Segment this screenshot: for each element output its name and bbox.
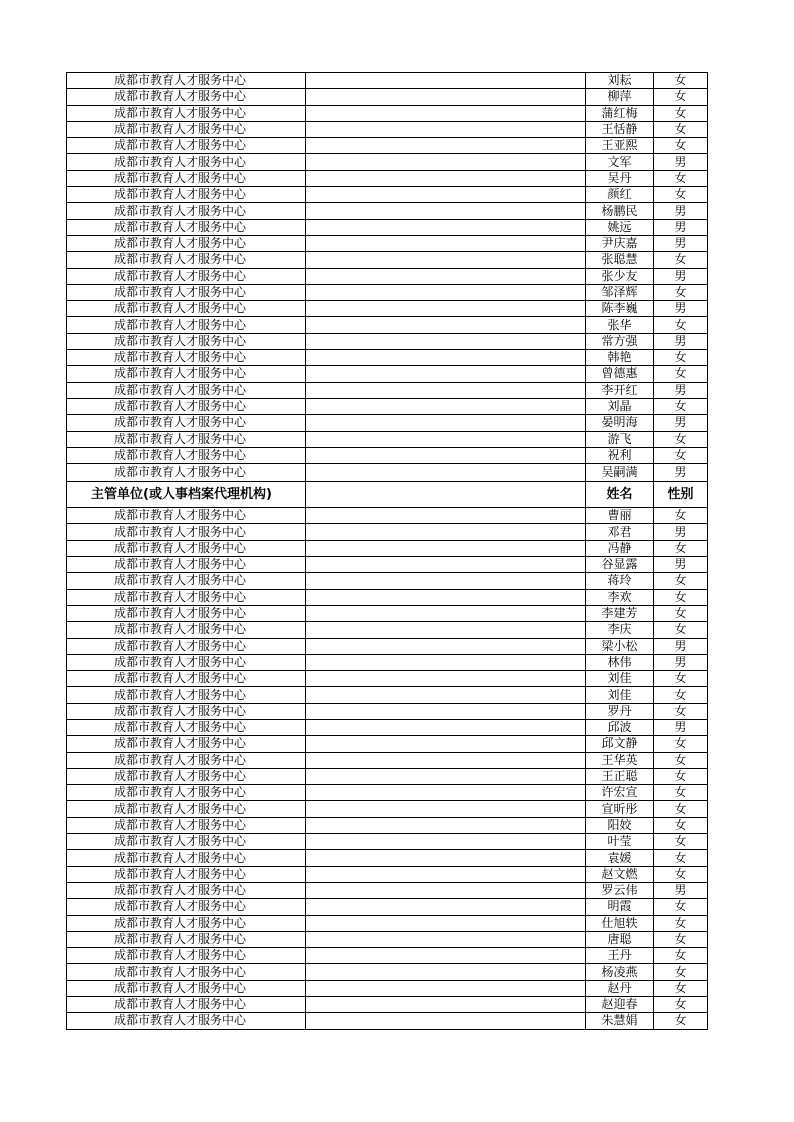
- unit-cell: 成都市教育人才服务中心: [67, 350, 306, 366]
- name-cell: 邓君: [586, 524, 654, 540]
- blank-cell: [306, 170, 586, 186]
- gender-cell: 女: [654, 317, 708, 333]
- blank-cell: [306, 382, 586, 398]
- name-cell: 刘晶: [586, 398, 654, 414]
- blank-cell: [306, 719, 586, 735]
- gender-cell: 女: [654, 398, 708, 414]
- blank-cell: [306, 980, 586, 996]
- name-cell: 李庆: [586, 622, 654, 638]
- gender-cell: 女: [654, 915, 708, 931]
- unit-cell: 成都市教育人才服务中心: [67, 980, 306, 996]
- table-row: [67, 524, 708, 540]
- name-cell: 邱文静: [586, 736, 654, 752]
- unit-cell: 成都市教育人才服务中心: [67, 398, 306, 414]
- blank-cell: [306, 350, 586, 366]
- gender-cell: 女: [654, 866, 708, 882]
- name-cell: 赵丹: [586, 980, 654, 996]
- name-cell: 宣昕彤: [586, 801, 654, 817]
- unit-cell: 成都市教育人才服务中心: [67, 333, 306, 349]
- name-cell: 文军: [586, 154, 654, 170]
- table-row: [67, 170, 708, 186]
- header-blank: [306, 482, 586, 508]
- unit-cell: 成都市教育人才服务中心: [67, 235, 306, 251]
- blank-cell: [306, 964, 586, 980]
- table-row: [67, 540, 708, 556]
- gender-cell: 男: [654, 464, 708, 482]
- blank-cell: [306, 850, 586, 866]
- blank-cell: [306, 948, 586, 964]
- gender-cell: 女: [654, 817, 708, 833]
- blank-cell: [306, 654, 586, 670]
- name-cell: 颜红: [586, 187, 654, 203]
- header-gender: 性别: [654, 482, 708, 508]
- name-cell: 吴丹: [586, 170, 654, 186]
- gender-cell: 女: [654, 187, 708, 203]
- gender-cell: 女: [654, 121, 708, 137]
- table-row: [67, 866, 708, 882]
- name-cell: 蒋玲: [586, 573, 654, 589]
- table-row: [67, 557, 708, 573]
- table-row: [67, 415, 708, 431]
- gender-cell: 女: [654, 752, 708, 768]
- name-cell: 柳萍: [586, 89, 654, 105]
- blank-cell: [306, 301, 586, 317]
- table-row: [67, 73, 708, 89]
- table-row: [67, 203, 708, 219]
- blank-cell: [306, 638, 586, 654]
- table-row: [67, 333, 708, 349]
- name-cell: 常方强: [586, 333, 654, 349]
- blank-cell: [306, 203, 586, 219]
- unit-cell: 成都市教育人才服务中心: [67, 605, 306, 621]
- table-row: [67, 235, 708, 251]
- gender-cell: 男: [654, 301, 708, 317]
- table-body-top: [67, 73, 708, 482]
- table-row: [67, 105, 708, 121]
- gender-cell: 女: [654, 447, 708, 463]
- name-cell: 赵迎春: [586, 997, 654, 1013]
- table-row: [67, 284, 708, 300]
- table-row: [67, 121, 708, 137]
- name-cell: 王亚熙: [586, 138, 654, 154]
- table-row: [67, 931, 708, 947]
- name-cell: 韩艳: [586, 350, 654, 366]
- gender-cell: 男: [654, 719, 708, 735]
- name-cell: 袁媛: [586, 850, 654, 866]
- unit-cell: 成都市教育人才服务中心: [67, 638, 306, 654]
- gender-cell: 女: [654, 931, 708, 947]
- blank-cell: [306, 882, 586, 898]
- unit-cell: 成都市教育人才服务中心: [67, 687, 306, 703]
- unit-cell: 成都市教育人才服务中心: [67, 252, 306, 268]
- unit-cell: 成都市教育人才服务中心: [67, 138, 306, 154]
- name-cell: 罗云伟: [586, 882, 654, 898]
- unit-cell: 成都市教育人才服务中心: [67, 170, 306, 186]
- gender-cell: 男: [654, 415, 708, 431]
- gender-cell: 女: [654, 350, 708, 366]
- blank-cell: [306, 105, 586, 121]
- table-row: [67, 622, 708, 638]
- unit-cell: 成都市教育人才服务中心: [67, 622, 306, 638]
- header-unit: 主管单位(或人事档案代理机构): [67, 482, 306, 508]
- name-cell: 明霞: [586, 899, 654, 915]
- blank-cell: [306, 589, 586, 605]
- gender-cell: 女: [654, 964, 708, 980]
- blank-cell: [306, 235, 586, 251]
- gender-cell: 女: [654, 703, 708, 719]
- gender-cell: 女: [654, 540, 708, 556]
- gender-cell: 女: [654, 948, 708, 964]
- table-row: [67, 464, 708, 482]
- unit-cell: 成都市教育人才服务中心: [67, 464, 306, 482]
- name-cell: 梁小松: [586, 638, 654, 654]
- name-cell: 李欢: [586, 589, 654, 605]
- table-row: [67, 301, 708, 317]
- name-cell: 杨鹏民: [586, 203, 654, 219]
- gender-cell: 男: [654, 154, 708, 170]
- unit-cell: 成都市教育人才服务中心: [67, 447, 306, 463]
- name-cell: 王正聪: [586, 768, 654, 784]
- name-cell: 朱慧娟: [586, 1013, 654, 1029]
- unit-cell: 成都市教育人才服务中心: [67, 105, 306, 121]
- blank-cell: [306, 89, 586, 105]
- table-row: [67, 605, 708, 621]
- table-row: [67, 154, 708, 170]
- blank-cell: [306, 366, 586, 382]
- gender-cell: 男: [654, 268, 708, 284]
- blank-cell: [306, 703, 586, 719]
- blank-cell: [306, 997, 586, 1013]
- table-row: [67, 1013, 708, 1029]
- table-row: [67, 350, 708, 366]
- unit-cell: 成都市教育人才服务中心: [67, 154, 306, 170]
- gender-cell: 女: [654, 1013, 708, 1029]
- gender-cell: 女: [654, 170, 708, 186]
- unit-cell: 成都市教育人才服务中心: [67, 187, 306, 203]
- gender-cell: 男: [654, 203, 708, 219]
- name-cell: 仕旭轶: [586, 915, 654, 931]
- unit-cell: 成都市教育人才服务中心: [67, 382, 306, 398]
- name-cell: 刘耘: [586, 73, 654, 89]
- unit-cell: 成都市教育人才服务中心: [67, 866, 306, 882]
- name-cell: 冯静: [586, 540, 654, 556]
- unit-cell: 成都市教育人才服务中心: [67, 301, 306, 317]
- table-row: [67, 882, 708, 898]
- blank-cell: [306, 768, 586, 784]
- unit-cell: 成都市教育人才服务中心: [67, 415, 306, 431]
- table-row: [67, 638, 708, 654]
- name-cell: 张聪慧: [586, 252, 654, 268]
- name-cell: 王丹: [586, 948, 654, 964]
- blank-cell: [306, 268, 586, 284]
- gender-cell: 女: [654, 671, 708, 687]
- table-row: [67, 736, 708, 752]
- blank-cell: [306, 573, 586, 589]
- gender-cell: 女: [654, 736, 708, 752]
- blank-cell: [306, 524, 586, 540]
- unit-cell: 成都市教育人才服务中心: [67, 736, 306, 752]
- unit-cell: 成都市教育人才服务中心: [67, 768, 306, 784]
- gender-cell: 男: [654, 382, 708, 398]
- gender-cell: 女: [654, 997, 708, 1013]
- name-cell: 叶莹: [586, 834, 654, 850]
- header-name: 姓名: [586, 482, 654, 508]
- name-cell: 晏明海: [586, 415, 654, 431]
- blank-cell: [306, 915, 586, 931]
- table-row: [67, 508, 708, 524]
- gender-cell: 女: [654, 605, 708, 621]
- blank-cell: [306, 447, 586, 463]
- name-cell: 陈李巍: [586, 301, 654, 317]
- blank-cell: [306, 687, 586, 703]
- name-cell: 唐聪: [586, 931, 654, 947]
- gender-cell: 女: [654, 508, 708, 524]
- gender-cell: 男: [654, 219, 708, 235]
- personnel-table: [66, 72, 708, 1030]
- blank-cell: [306, 317, 586, 333]
- blank-cell: [306, 508, 586, 524]
- table-row: [67, 915, 708, 931]
- table-row: [67, 268, 708, 284]
- table-row: [67, 252, 708, 268]
- name-cell: 杨凌燕: [586, 964, 654, 980]
- unit-cell: 成都市教育人才服务中心: [67, 508, 306, 524]
- unit-cell: 成都市教育人才服务中心: [67, 366, 306, 382]
- blank-cell: [306, 931, 586, 947]
- table-row: [67, 398, 708, 414]
- gender-cell: 女: [654, 589, 708, 605]
- blank-cell: [306, 415, 586, 431]
- blank-cell: [306, 284, 586, 300]
- gender-cell: 男: [654, 235, 708, 251]
- blank-cell: [306, 605, 586, 621]
- name-cell: 尹庆嘉: [586, 235, 654, 251]
- table-row: [67, 687, 708, 703]
- blank-cell: [306, 557, 586, 573]
- unit-cell: 成都市教育人才服务中心: [67, 540, 306, 556]
- unit-cell: 成都市教育人才服务中心: [67, 834, 306, 850]
- table-row: [67, 573, 708, 589]
- gender-cell: 女: [654, 89, 708, 105]
- name-cell: 张华: [586, 317, 654, 333]
- gender-cell: 男: [654, 882, 708, 898]
- unit-cell: 成都市教育人才服务中心: [67, 817, 306, 833]
- unit-cell: 成都市教育人才服务中心: [67, 121, 306, 137]
- blank-cell: [306, 752, 586, 768]
- blank-cell: [306, 431, 586, 447]
- unit-cell: 成都市教育人才服务中心: [67, 284, 306, 300]
- table-row: [67, 964, 708, 980]
- unit-cell: 成都市教育人才服务中心: [67, 1013, 306, 1029]
- table-row: [67, 447, 708, 463]
- blank-cell: [306, 785, 586, 801]
- table-row: [67, 785, 708, 801]
- blank-cell: [306, 622, 586, 638]
- blank-cell: [306, 834, 586, 850]
- table-row: [67, 768, 708, 784]
- blank-cell: [306, 252, 586, 268]
- gender-cell: 女: [654, 980, 708, 996]
- table-row: [67, 382, 708, 398]
- gender-cell: 男: [654, 333, 708, 349]
- table-row: [67, 138, 708, 154]
- blank-cell: [306, 464, 586, 482]
- gender-cell: 女: [654, 687, 708, 703]
- name-cell: 邱波: [586, 719, 654, 735]
- unit-cell: 成都市教育人才服务中心: [67, 964, 306, 980]
- table-header: [67, 482, 708, 508]
- gender-cell: 女: [654, 105, 708, 121]
- unit-cell: 成都市教育人才服务中心: [67, 785, 306, 801]
- gender-cell: 男: [654, 524, 708, 540]
- gender-cell: 女: [654, 284, 708, 300]
- blank-cell: [306, 801, 586, 817]
- table-row: [67, 703, 708, 719]
- table-row: [67, 834, 708, 850]
- table-row: [67, 317, 708, 333]
- unit-cell: 成都市教育人才服务中心: [67, 931, 306, 947]
- blank-cell: [306, 219, 586, 235]
- blank-cell: [306, 398, 586, 414]
- unit-cell: 成都市教育人才服务中心: [67, 431, 306, 447]
- name-cell: 阳姣: [586, 817, 654, 833]
- blank-cell: [306, 121, 586, 137]
- name-cell: 邹泽辉: [586, 284, 654, 300]
- blank-cell: [306, 736, 586, 752]
- unit-cell: 成都市教育人才服务中心: [67, 589, 306, 605]
- gender-cell: 女: [654, 622, 708, 638]
- name-cell: 李建芳: [586, 605, 654, 621]
- blank-cell: [306, 817, 586, 833]
- name-cell: 林伟: [586, 654, 654, 670]
- gender-cell: 女: [654, 138, 708, 154]
- unit-cell: 成都市教育人才服务中心: [67, 268, 306, 284]
- table-row: [67, 589, 708, 605]
- unit-cell: 成都市教育人才服务中心: [67, 997, 306, 1013]
- table-row: [67, 801, 708, 817]
- name-cell: 王恬静: [586, 121, 654, 137]
- blank-cell: [306, 333, 586, 349]
- unit-cell: 成都市教育人才服务中心: [67, 915, 306, 931]
- table-row: [67, 431, 708, 447]
- table-row: [67, 948, 708, 964]
- table-row: [67, 219, 708, 235]
- unit-cell: 成都市教育人才服务中心: [67, 654, 306, 670]
- unit-cell: 成都市教育人才服务中心: [67, 557, 306, 573]
- table-row: [67, 671, 708, 687]
- table-row: [67, 366, 708, 382]
- name-cell: 祝利: [586, 447, 654, 463]
- blank-cell: [306, 671, 586, 687]
- name-cell: 罗丹: [586, 703, 654, 719]
- unit-cell: 成都市教育人才服务中心: [67, 703, 306, 719]
- gender-cell: 女: [654, 834, 708, 850]
- table-row: [67, 752, 708, 768]
- unit-cell: 成都市教育人才服务中心: [67, 719, 306, 735]
- blank-cell: [306, 866, 586, 882]
- gender-cell: 男: [654, 557, 708, 573]
- gender-cell: 女: [654, 801, 708, 817]
- name-cell: 刘佳: [586, 687, 654, 703]
- name-cell: 张少友: [586, 268, 654, 284]
- name-cell: 谷显露: [586, 557, 654, 573]
- unit-cell: 成都市教育人才服务中心: [67, 882, 306, 898]
- unit-cell: 成都市教育人才服务中心: [67, 850, 306, 866]
- name-cell: 吴嗣满: [586, 464, 654, 482]
- unit-cell: 成都市教育人才服务中心: [67, 671, 306, 687]
- name-cell: 王华英: [586, 752, 654, 768]
- gender-cell: 女: [654, 431, 708, 447]
- unit-cell: 成都市教育人才服务中心: [67, 73, 306, 89]
- name-cell: 赵文燃: [586, 866, 654, 882]
- unit-cell: 成都市教育人才服务中心: [67, 203, 306, 219]
- blank-cell: [306, 540, 586, 556]
- unit-cell: 成都市教育人才服务中心: [67, 89, 306, 105]
- table-row: [67, 187, 708, 203]
- table-row: [67, 817, 708, 833]
- table-row: [67, 654, 708, 670]
- blank-cell: [306, 1013, 586, 1029]
- unit-cell: 成都市教育人才服务中心: [67, 752, 306, 768]
- table-body-bottom: [67, 508, 708, 1030]
- name-cell: 游飞: [586, 431, 654, 447]
- unit-cell: 成都市教育人才服务中心: [67, 899, 306, 915]
- name-cell: 姚远: [586, 219, 654, 235]
- blank-cell: [306, 187, 586, 203]
- gender-cell: 女: [654, 768, 708, 784]
- gender-cell: 男: [654, 638, 708, 654]
- gender-cell: 女: [654, 573, 708, 589]
- name-cell: 曾德惠: [586, 366, 654, 382]
- unit-cell: 成都市教育人才服务中心: [67, 573, 306, 589]
- unit-cell: 成都市教育人才服务中心: [67, 317, 306, 333]
- gender-cell: 女: [654, 785, 708, 801]
- blank-cell: [306, 138, 586, 154]
- table-row: [67, 89, 708, 105]
- gender-cell: 女: [654, 252, 708, 268]
- header-row: [67, 482, 708, 508]
- name-cell: 许宏宣: [586, 785, 654, 801]
- table-row: [67, 899, 708, 915]
- gender-cell: 女: [654, 73, 708, 89]
- table-row: [67, 980, 708, 996]
- blank-cell: [306, 154, 586, 170]
- blank-cell: [306, 73, 586, 89]
- name-cell: 蒲红梅: [586, 105, 654, 121]
- gender-cell: 女: [654, 850, 708, 866]
- gender-cell: 女: [654, 899, 708, 915]
- unit-cell: 成都市教育人才服务中心: [67, 219, 306, 235]
- table-row: [67, 850, 708, 866]
- name-cell: 李开红: [586, 382, 654, 398]
- name-cell: 曹丽: [586, 508, 654, 524]
- unit-cell: 成都市教育人才服务中心: [67, 524, 306, 540]
- blank-cell: [306, 899, 586, 915]
- unit-cell: 成都市教育人才服务中心: [67, 801, 306, 817]
- gender-cell: 女: [654, 366, 708, 382]
- gender-cell: 男: [654, 654, 708, 670]
- table-row: [67, 997, 708, 1013]
- table-row: [67, 719, 708, 735]
- name-cell: 刘佳: [586, 671, 654, 687]
- unit-cell: 成都市教育人才服务中心: [67, 948, 306, 964]
